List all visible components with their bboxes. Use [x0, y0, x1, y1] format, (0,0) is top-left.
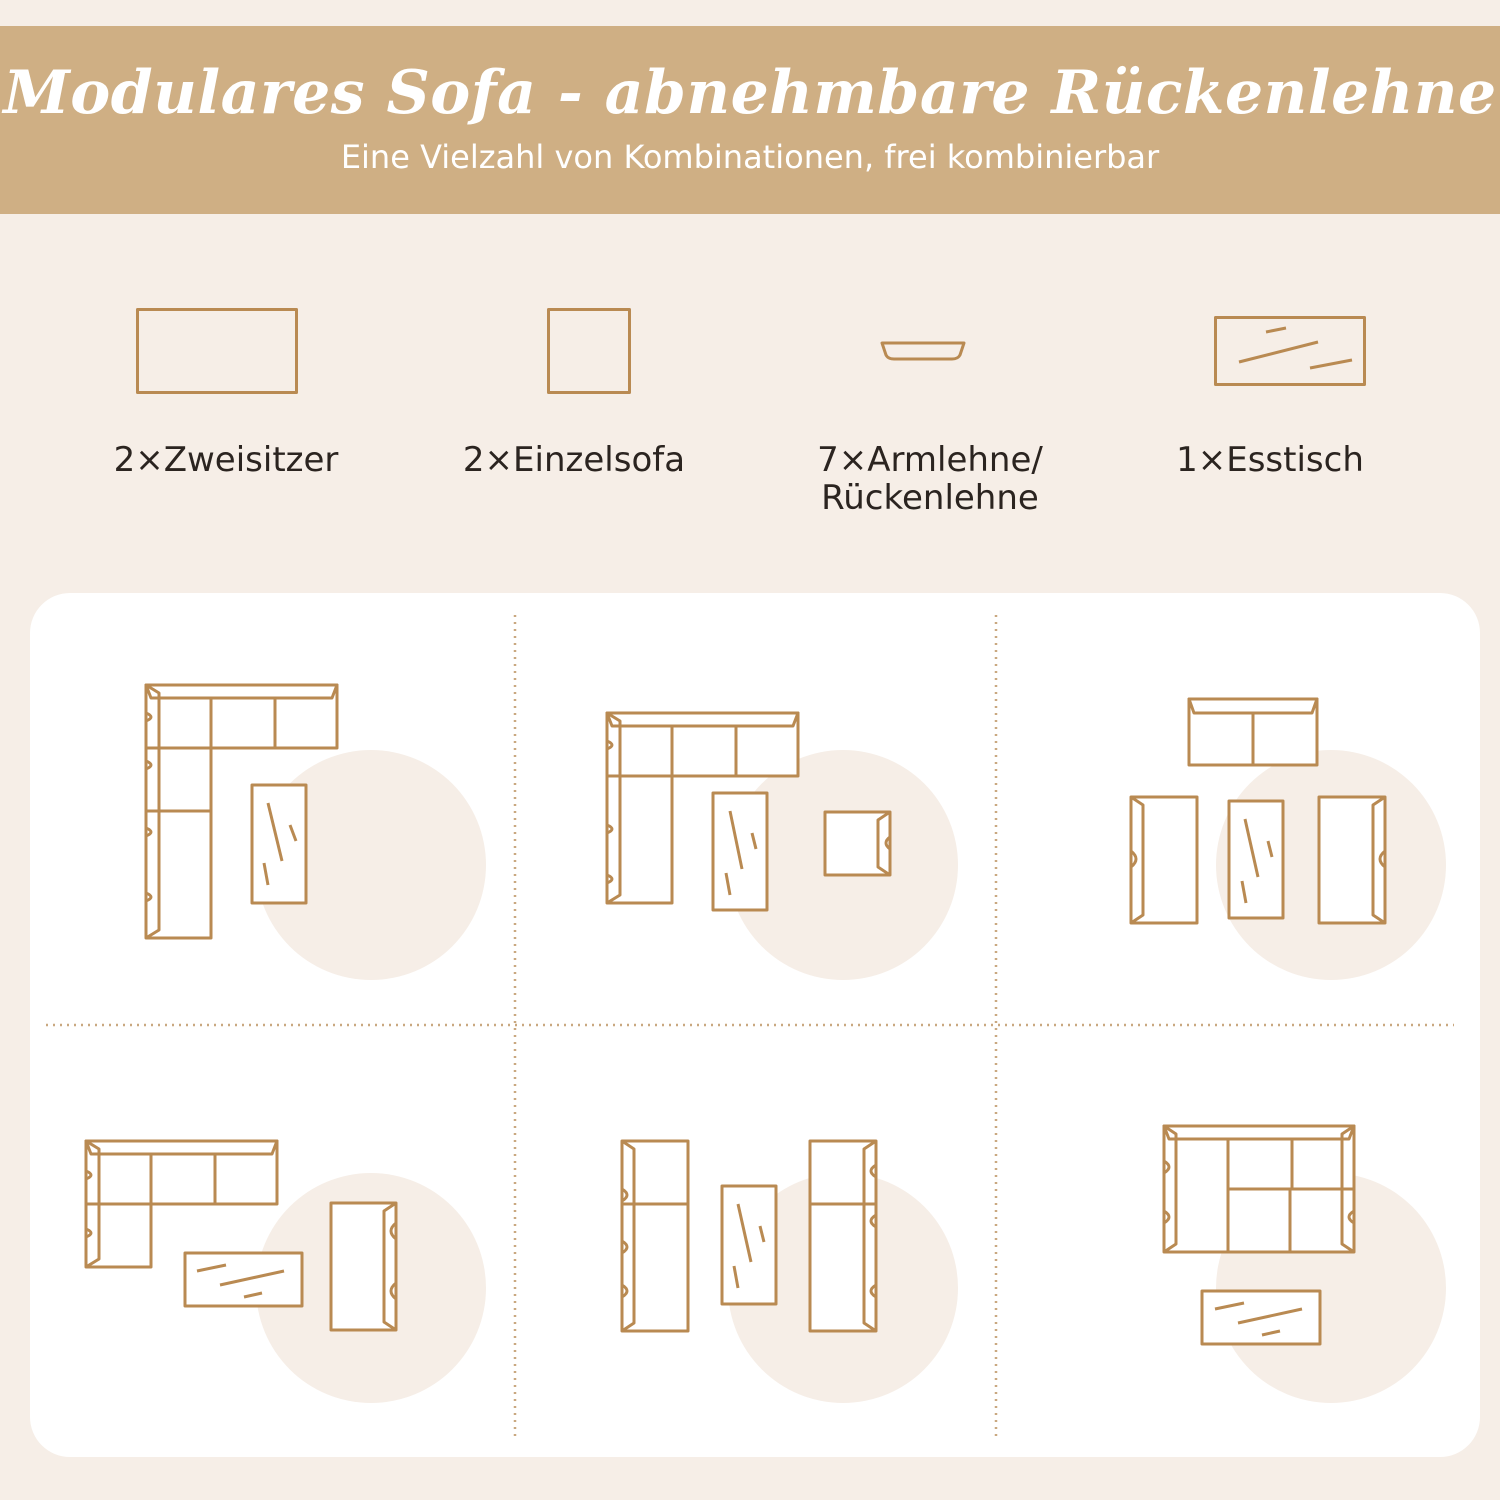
- dining-table-icon: [1214, 316, 1366, 386]
- page-subtitle: Eine Vielzahl von Kombinationen, frei kombinierbar: [340, 138, 1160, 176]
- combination-4: [86, 1141, 396, 1330]
- single-sofa-icon: [547, 308, 631, 394]
- two-seater-label: 2×Zweisitzer: [113, 440, 339, 480]
- combination-5: [622, 1141, 876, 1331]
- combinations-illustration: [30, 593, 1480, 1457]
- combinations-panel: [30, 593, 1480, 1457]
- page-title: Modulares Sofa - abnehmbare Rückenlehne: [3, 58, 1497, 128]
- combination-3: [1131, 699, 1385, 923]
- two-seater-icon: [136, 308, 298, 394]
- armrest-backrest-label: 7×Armlehne/ Rückenlehne: [817, 440, 1043, 518]
- dining-table-label: 1×Esstisch: [1176, 440, 1364, 480]
- single-sofa-label: 2×Einzelsofa: [462, 440, 686, 480]
- armrest-backrest-icon: [880, 340, 966, 362]
